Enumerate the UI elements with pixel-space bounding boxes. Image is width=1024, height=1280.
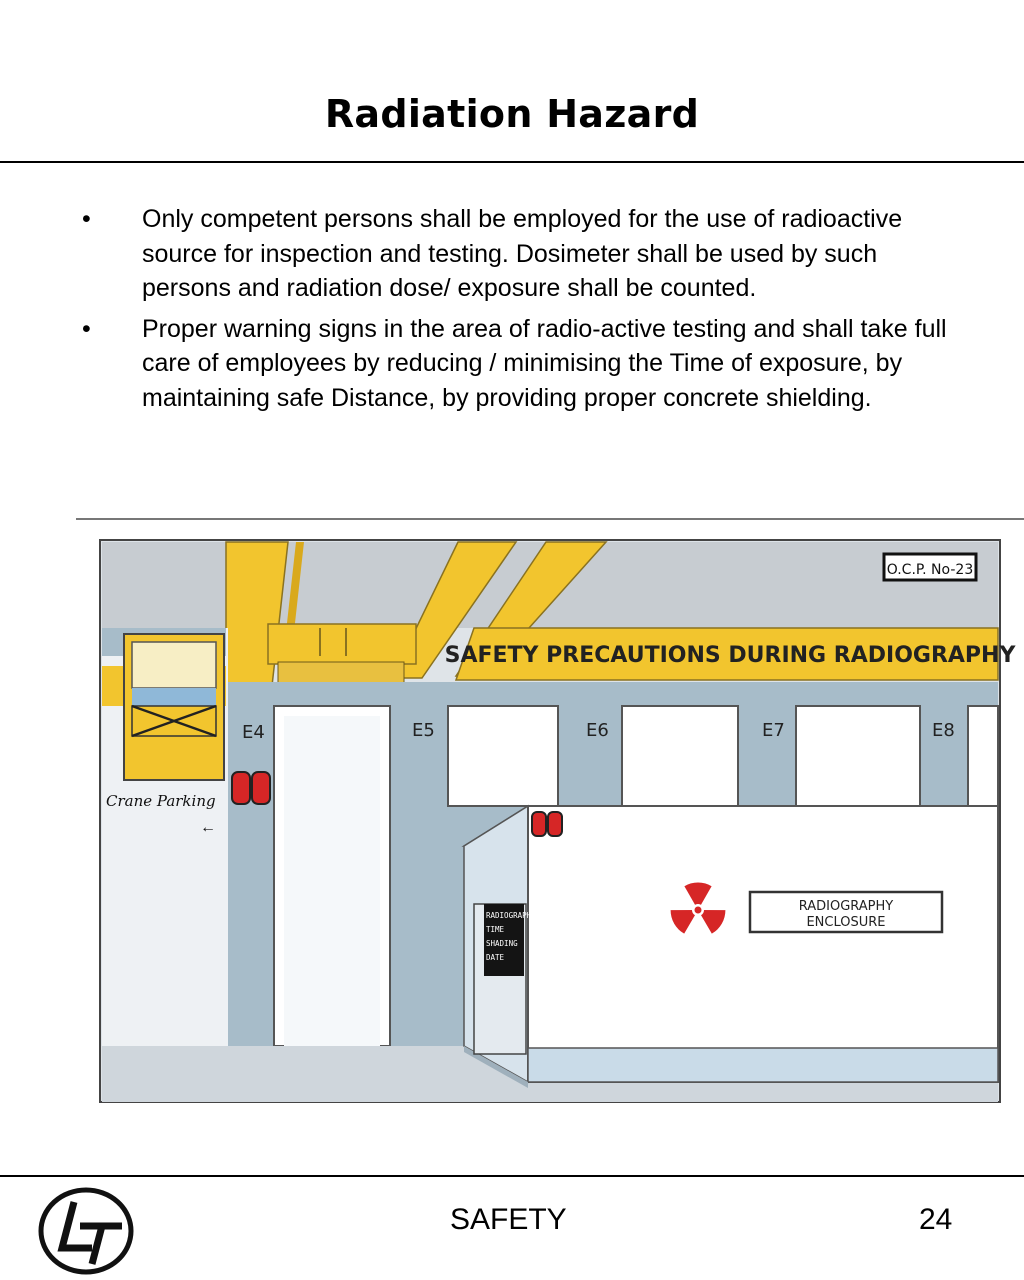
bullet-item — [80, 312, 960, 416]
bay-label-e5: E5 — [412, 720, 435, 741]
bullet-text: Proper warning signs in the area of radio-active testing and shall take full care of employees by reducing / minimising the Time of exposure, by maintaining safe Distance, by providing proper concrete shielding. — [142, 314, 947, 412]
page-number: 24 — [919, 1203, 953, 1236]
bay-label-e4: E4 — [242, 722, 265, 743]
board-line: RADIOGRAPHY — [486, 911, 536, 920]
footer-divider — [0, 1175, 1024, 1177]
bay-label-e8: E8 — [932, 720, 955, 741]
bay-label-e6: E6 — [586, 720, 609, 741]
slide-title: Radiation Hazard — [324, 92, 700, 136]
enclosure-sign-line1: RADIOGRAPHY — [798, 899, 894, 914]
board-line: DATE — [486, 953, 505, 962]
bullet-marker: • — [82, 314, 91, 343]
board-line: TIME — [486, 925, 505, 934]
bullet-marker: • — [82, 205, 91, 233]
radiography-illustration — [76, 516, 1024, 1116]
bay-label-e7: E7 — [762, 720, 785, 741]
crane-parking-label: Crane Parking — [106, 792, 216, 810]
banner-text: SAFETY PRECAUTIONS DURING RADIOGRAPHY — [444, 643, 1016, 668]
board-line: SHADING — [486, 939, 518, 948]
bullet-list — [80, 202, 960, 421]
footer-label: SAFETY — [450, 1203, 567, 1236]
enclosure-sign-line2: ENCLOSURE — [806, 915, 886, 930]
arrow-left-icon: ← — [200, 819, 216, 836]
ocp-label: O.C.P. No-23 — [886, 562, 974, 578]
lt-logo-icon — [36, 1186, 136, 1276]
bullet-item — [80, 202, 960, 306]
bullet-text: Only competent persons shall be employed for the use of radioactive source for inspection and testing. Dosimeter shall be used by such persons and radiation dose/ exposure shall be counted. — [142, 205, 903, 302]
header-divider — [0, 161, 1024, 163]
